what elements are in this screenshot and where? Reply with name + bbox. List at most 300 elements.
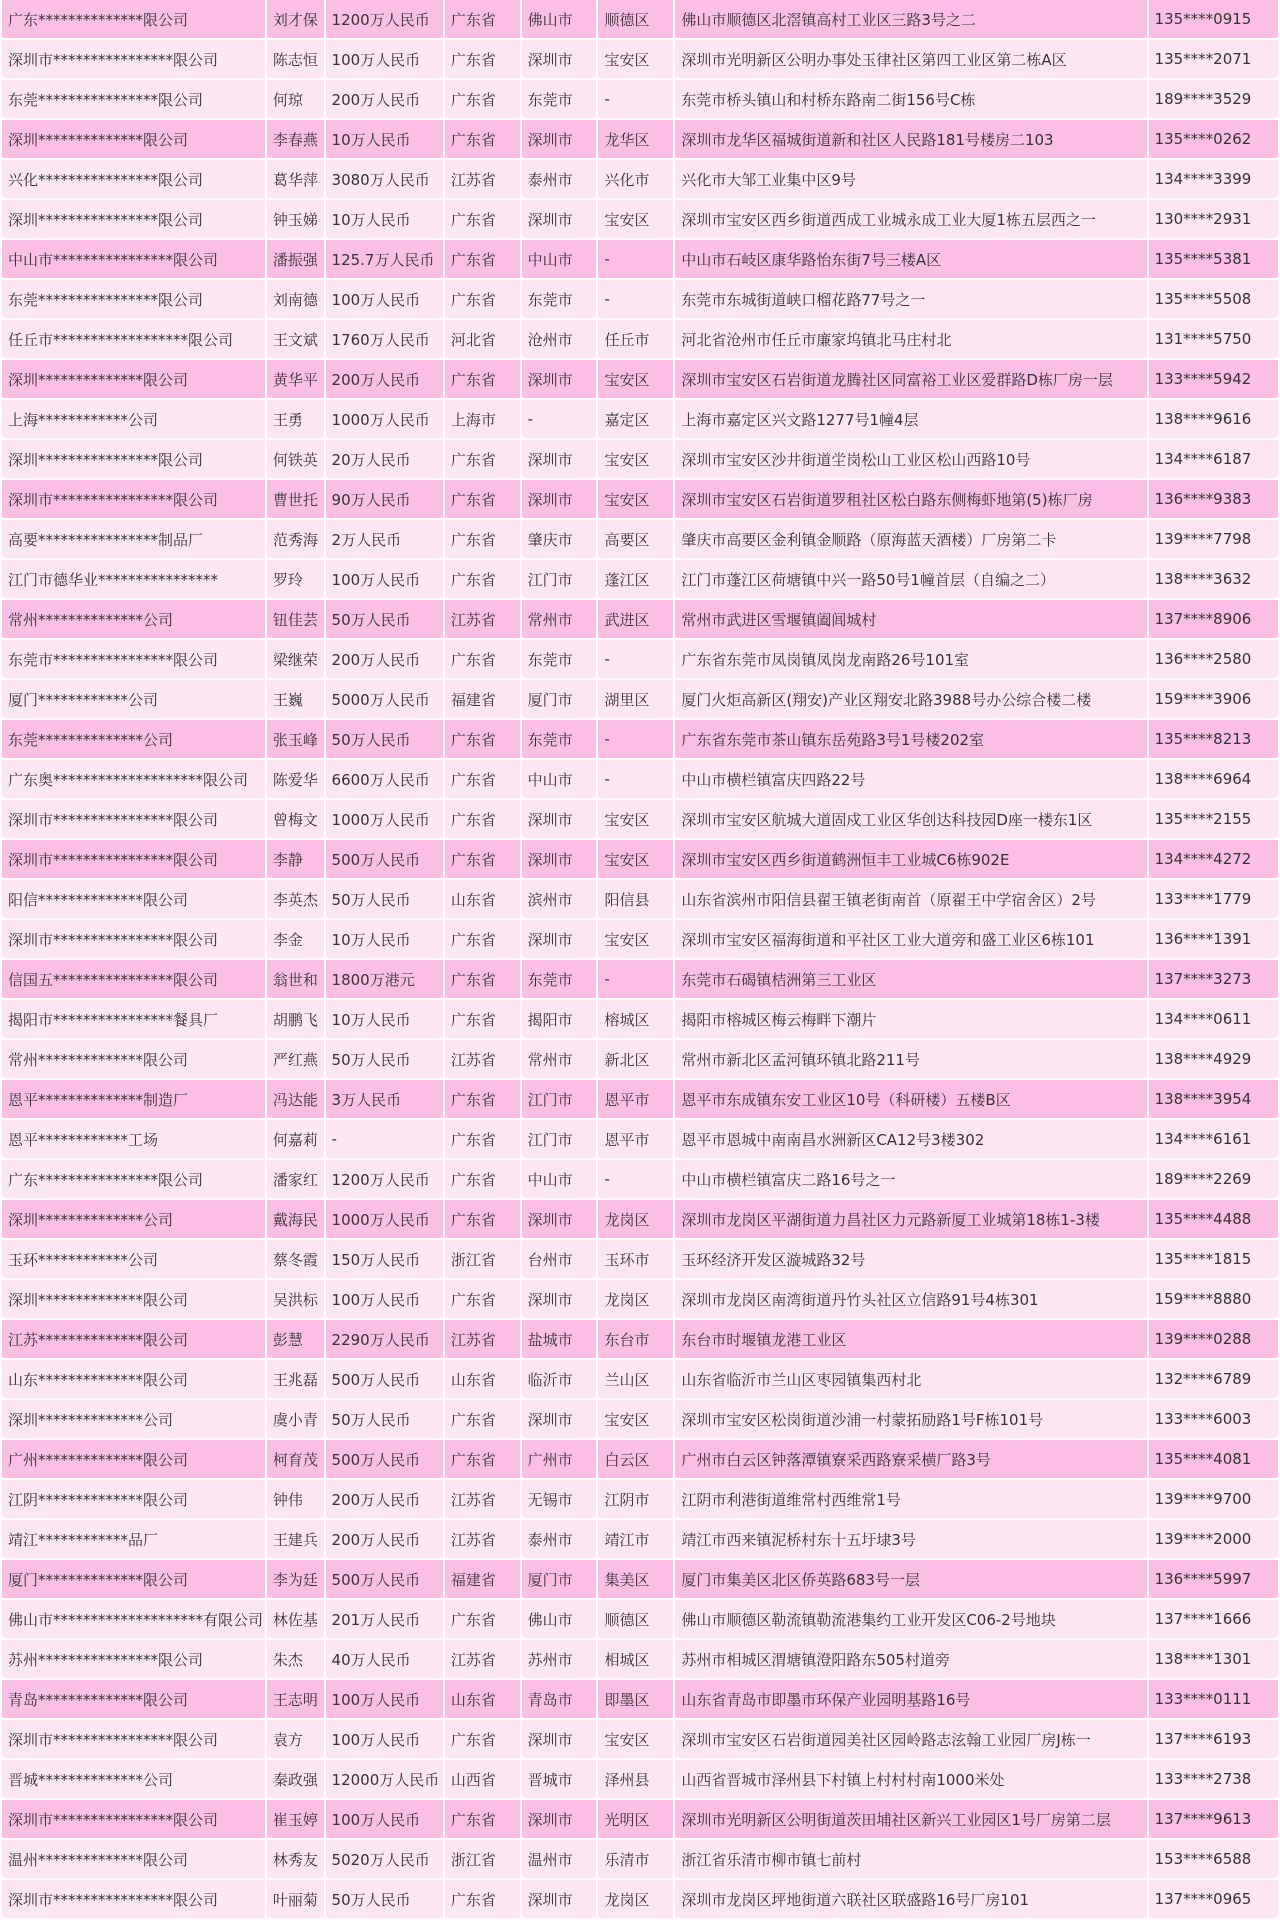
province-cell: 广东省	[445, 1720, 520, 1760]
company-name-cell: 广州**************限公司	[2, 1440, 265, 1480]
city-cell: 东莞市	[522, 80, 597, 120]
province-cell: 广东省	[445, 1280, 520, 1320]
city-cell: 深圳市	[522, 480, 597, 520]
district-cell: 湖里区	[598, 680, 673, 720]
district-cell: 即墨区	[598, 1680, 673, 1720]
city-cell: 深圳市	[522, 1200, 597, 1240]
district-cell: 任丘市	[598, 320, 673, 360]
city-cell: 厦门市	[522, 680, 597, 720]
contact-person-cell: 葛华萍	[267, 160, 324, 200]
contact-person-cell: 崔玉婷	[267, 1800, 324, 1840]
province-cell: 江苏省	[445, 160, 520, 200]
city-cell: 江门市	[522, 1080, 597, 1120]
province-cell: 山西省	[445, 1760, 520, 1800]
district-cell: 宝安区	[598, 440, 673, 480]
contact-person-cell: 钟玉娣	[267, 200, 324, 240]
phone-cell: 134****0611	[1149, 1000, 1278, 1040]
registered-capital-cell: 12000万人民币	[326, 1760, 443, 1800]
address-cell: 深圳市宝安区西乡街道西成工业城永成工业大厦1栋五层西之一	[675, 200, 1146, 240]
contact-person-cell: 李春燕	[267, 120, 324, 160]
company-name-cell: 常州**************公司	[2, 600, 265, 640]
phone-cell: 138****3632	[1149, 560, 1278, 600]
contact-person-cell: 王兆磊	[267, 1360, 324, 1400]
address-cell: 常州市新北区孟河镇环镇北路211号	[675, 1040, 1146, 1080]
province-cell: 山东省	[445, 880, 520, 920]
phone-cell: 133****6003	[1149, 1400, 1278, 1440]
registered-capital-cell: 3080万人民币	[326, 160, 443, 200]
company-name-cell: 中山市****************限公司	[2, 240, 265, 280]
district-cell: -	[598, 960, 673, 1000]
company-name-cell: 苏州****************限公司	[2, 1640, 265, 1680]
address-cell: 恩平市恩城中南南昌水洲新区CA12号3楼302	[675, 1120, 1146, 1160]
city-cell: 晋城市	[522, 1760, 597, 1800]
table-row	[2, 1000, 1278, 1040]
address-cell: 山西省晋城市泽州县下村镇上村村村南1000米处	[675, 1760, 1146, 1800]
contact-person-cell: 翁世和	[267, 960, 324, 1000]
city-cell: 温州市	[522, 1840, 597, 1880]
registered-capital-cell: 200万人民币	[326, 1520, 443, 1560]
registered-capital-cell: 3万人民币	[326, 1080, 443, 1120]
table-row	[2, 1280, 1278, 1320]
province-cell: 广东省	[445, 720, 520, 760]
table-row	[2, 1720, 1278, 1760]
district-cell: 宝安区	[598, 360, 673, 400]
address-cell: 东莞市东城街道峡口榴花路77号之一	[675, 280, 1146, 320]
company-name-cell: 东莞****************限公司	[2, 280, 265, 320]
province-cell: 广东省	[445, 480, 520, 520]
registered-capital-cell: 50万人民币	[326, 880, 443, 920]
phone-cell: 153****6588	[1149, 1840, 1278, 1880]
registered-capital-cell: 201万人民币	[326, 1600, 443, 1640]
company-name-cell: 高要****************制品厂	[2, 520, 265, 560]
phone-cell: 136****9383	[1149, 480, 1278, 520]
table-row	[2, 1240, 1278, 1280]
address-cell: 肇庆市高要区金利镇金顺路（原海蓝天酒楼）厂房第二卡	[675, 520, 1146, 560]
province-cell: 江苏省	[445, 1040, 520, 1080]
address-cell: 深圳市宝安区石岩街道罗租社区松白路东侧梅虾地第(5)栋厂房	[675, 480, 1146, 520]
registered-capital-cell: 1200万人民币	[326, 0, 443, 40]
company-name-cell: 深圳**************限公司	[2, 360, 265, 400]
city-cell: 东莞市	[522, 960, 597, 1000]
district-cell: 蓬江区	[598, 560, 673, 600]
city-cell: 沧州市	[522, 320, 597, 360]
registered-capital-cell: 5000万人民币	[326, 680, 443, 720]
address-cell: 河北省沧州市任丘市廉家坞镇北马庄村北	[675, 320, 1146, 360]
table-row	[2, 1320, 1278, 1360]
address-cell: 厦门市集美区北区侨英路683号一层	[675, 1560, 1146, 1600]
table-row	[2, 120, 1278, 160]
company-name-cell: 深圳**************限公司	[2, 120, 265, 160]
province-cell: 广东省	[445, 800, 520, 840]
phone-cell: 133****2738	[1149, 1760, 1278, 1800]
phone-cell: 159****8880	[1149, 1280, 1278, 1320]
city-cell: 东莞市	[522, 280, 597, 320]
company-name-cell: 深圳****************限公司	[2, 200, 265, 240]
table-row	[2, 280, 1278, 320]
province-cell: 浙江省	[445, 1840, 520, 1880]
city-cell: 滨州市	[522, 880, 597, 920]
phone-cell: 135****0915	[1149, 0, 1278, 40]
contact-person-cell: 刘南德	[267, 280, 324, 320]
phone-cell: 136****5997	[1149, 1560, 1278, 1600]
table-row	[2, 160, 1278, 200]
province-cell: 广东省	[445, 1000, 520, 1040]
table-row	[2, 1440, 1278, 1480]
registered-capital-cell: 1800万港元	[326, 960, 443, 1000]
contact-person-cell: 张玉峰	[267, 720, 324, 760]
company-name-cell: 恩平************工场	[2, 1120, 265, 1160]
registered-capital-cell: 200万人民币	[326, 640, 443, 680]
province-cell: 广东省	[445, 640, 520, 680]
phone-cell: 135****0262	[1149, 120, 1278, 160]
city-cell: -	[522, 400, 597, 440]
contact-person-cell: 钟伟	[267, 1480, 324, 1520]
registered-capital-cell: 90万人民币	[326, 480, 443, 520]
registered-capital-cell: 1000万人民币	[326, 400, 443, 440]
city-cell: 江门市	[522, 560, 597, 600]
contact-person-cell: 林佐基	[267, 1600, 324, 1640]
city-cell: 深圳市	[522, 360, 597, 400]
district-cell: 恩平市	[598, 1120, 673, 1160]
table-row	[2, 40, 1278, 80]
district-cell: 靖江市	[598, 1520, 673, 1560]
registered-capital-cell: 10万人民币	[326, 920, 443, 960]
district-cell: 高要区	[598, 520, 673, 560]
address-cell: 佛山市顺德区北滘镇高村工业区三路3号之二	[675, 0, 1146, 40]
table-row	[2, 680, 1278, 720]
phone-cell: 135****1815	[1149, 1240, 1278, 1280]
city-cell: 青岛市	[522, 1680, 597, 1720]
province-cell: 江苏省	[445, 1640, 520, 1680]
company-name-cell: 深圳市****************限公司	[2, 1720, 265, 1760]
address-cell: 深圳市宝安区航城大道固戍工业区华创达科技园D座一楼东1区	[675, 800, 1146, 840]
contact-person-cell: 陈爱华	[267, 760, 324, 800]
contact-person-cell: 秦政强	[267, 1760, 324, 1800]
address-cell: 深圳市宝安区松岗街道沙浦一村蒙拓励路1号F栋101号	[675, 1400, 1146, 1440]
province-cell: 河北省	[445, 320, 520, 360]
address-cell: 山东省滨州市阳信县翟王镇老街南首（原翟王中学宿舍区）2号	[675, 880, 1146, 920]
registered-capital-cell: 50万人民币	[326, 720, 443, 760]
registered-capital-cell: 500万人民币	[326, 1360, 443, 1400]
registered-capital-cell: 10万人民币	[326, 120, 443, 160]
company-name-cell: 晋城**************公司	[2, 1760, 265, 1800]
contact-person-cell: 刘才保	[267, 0, 324, 40]
province-cell: 福建省	[445, 680, 520, 720]
company-name-cell: 厦门**************限公司	[2, 1560, 265, 1600]
registered-capital-cell: 100万人民币	[326, 560, 443, 600]
city-cell: 深圳市	[522, 440, 597, 480]
city-cell: 深圳市	[522, 920, 597, 960]
company-name-cell: 佛山市********************有限公司	[2, 1600, 265, 1640]
district-cell: -	[598, 80, 673, 120]
address-cell: 苏州市相城区渭塘镇澄阳路东505村道旁	[675, 1640, 1146, 1680]
registered-capital-cell: 100万人民币	[326, 1800, 443, 1840]
phone-cell: 189****2269	[1149, 1160, 1278, 1200]
table-row	[2, 800, 1278, 840]
table-row	[2, 1800, 1278, 1840]
district-cell: -	[598, 280, 673, 320]
address-cell: 山东省临沂市兰山区枣园镇集西村北	[675, 1360, 1146, 1400]
registered-capital-cell: 6600万人民币	[326, 760, 443, 800]
company-name-cell: 青岛**************限公司	[2, 1680, 265, 1720]
city-cell: 泰州市	[522, 1520, 597, 1560]
company-name-cell: 广东奥********************限公司	[2, 760, 265, 800]
table-row	[2, 480, 1278, 520]
city-cell: 苏州市	[522, 1640, 597, 1680]
address-cell: 深圳市龙华区福城街道新和社区人民路181号楼房二103	[675, 120, 1146, 160]
table-row	[2, 600, 1278, 640]
city-cell: 厦门市	[522, 1560, 597, 1600]
company-name-cell: 江阴**************限公司	[2, 1480, 265, 1520]
table-row	[2, 1640, 1278, 1680]
address-cell: 广州市白云区钟落潭镇寮采西路寮采横厂路3号	[675, 1440, 1146, 1480]
city-cell: 中山市	[522, 760, 597, 800]
phone-cell: 159****3906	[1149, 680, 1278, 720]
company-name-cell: 深圳**************公司	[2, 1400, 265, 1440]
company-name-cell: 深圳市****************限公司	[2, 40, 265, 80]
registered-capital-cell: 50万人民币	[326, 1040, 443, 1080]
registered-capital-cell: 500万人民币	[326, 1440, 443, 1480]
table-row	[2, 0, 1278, 40]
address-cell: 中山市横栏镇富庆二路16号之一	[675, 1160, 1146, 1200]
city-cell: 深圳市	[522, 1280, 597, 1320]
phone-cell: 135****4488	[1149, 1200, 1278, 1240]
address-cell: 东台市时堰镇龙港工业区	[675, 1320, 1146, 1360]
registered-capital-cell: 50万人民币	[326, 1880, 443, 1920]
table-row	[2, 1200, 1278, 1240]
district-cell: -	[598, 640, 673, 680]
company-name-cell: 江苏**************限公司	[2, 1320, 265, 1360]
district-cell: 嘉定区	[598, 400, 673, 440]
table-row	[2, 1520, 1278, 1560]
registered-capital-cell: 125.7万人民币	[326, 240, 443, 280]
company-name-cell: 厦门************公司	[2, 680, 265, 720]
province-cell: 广东省	[445, 1800, 520, 1840]
table-row	[2, 1360, 1278, 1400]
contact-person-cell: 何嘉莉	[267, 1120, 324, 1160]
province-cell: 江苏省	[445, 600, 520, 640]
contact-person-cell: 李为廷	[267, 1560, 324, 1600]
address-cell: 揭阳市榕城区梅云梅畔下潮片	[675, 1000, 1146, 1040]
district-cell: 宝安区	[598, 1720, 673, 1760]
table-row	[2, 80, 1278, 120]
registered-capital-cell: 100万人民币	[326, 1680, 443, 1720]
contact-person-cell: 曾梅文	[267, 800, 324, 840]
company-name-cell: 阳信**************限公司	[2, 880, 265, 920]
registered-capital-cell: 50万人民币	[326, 600, 443, 640]
city-cell: 台州市	[522, 1240, 597, 1280]
contact-person-cell: 吴洪标	[267, 1280, 324, 1320]
city-cell: 东莞市	[522, 720, 597, 760]
address-cell: 深圳市光明新区公明办事处玉律社区第四工业区第二栋A区	[675, 40, 1146, 80]
phone-cell: 135****2071	[1149, 40, 1278, 80]
city-cell: 深圳市	[522, 1720, 597, 1760]
table-row	[2, 440, 1278, 480]
registered-capital-cell: 100万人民币	[326, 1720, 443, 1760]
address-cell: 深圳市宝安区石岩街道园美社区园岭路志泫翰工业园厂房J栋一	[675, 1720, 1146, 1760]
district-cell: 江阴市	[598, 1480, 673, 1520]
contact-person-cell: 彭慧	[267, 1320, 324, 1360]
district-cell: 阳信县	[598, 880, 673, 920]
registered-capital-cell: 100万人民币	[326, 40, 443, 80]
phone-cell: 136****2580	[1149, 640, 1278, 680]
company-name-cell: 广东****************限公司	[2, 1160, 265, 1200]
table-row	[2, 560, 1278, 600]
phone-cell: 135****8213	[1149, 720, 1278, 760]
address-cell: 兴化市大邹工业集中区9号	[675, 160, 1146, 200]
phone-cell: 137****0965	[1149, 1880, 1278, 1920]
district-cell: 相城区	[598, 1640, 673, 1680]
phone-cell: 133****0111	[1149, 1680, 1278, 1720]
phone-cell: 139****7798	[1149, 520, 1278, 560]
contact-person-cell: 范秀海	[267, 520, 324, 560]
phone-cell: 135****2155	[1149, 800, 1278, 840]
city-cell: 深圳市	[522, 1800, 597, 1840]
contact-person-cell: 蔡冬霞	[267, 1240, 324, 1280]
registered-capital-cell: 2290万人民币	[326, 1320, 443, 1360]
contact-person-cell: 何铁英	[267, 440, 324, 480]
phone-cell: 137****3273	[1149, 960, 1278, 1000]
company-name-cell: 恩平**************制造厂	[2, 1080, 265, 1120]
registered-capital-cell: 500万人民币	[326, 840, 443, 880]
district-cell: 兰山区	[598, 1360, 673, 1400]
contact-person-cell: 李英杰	[267, 880, 324, 920]
table-row	[2, 1760, 1278, 1800]
province-cell: 广东省	[445, 840, 520, 880]
table-row	[2, 1560, 1278, 1600]
contact-person-cell: 潘振强	[267, 240, 324, 280]
table-row	[2, 1840, 1278, 1880]
address-cell: 浙江省乐清市柳市镇七前村	[675, 1840, 1146, 1880]
phone-cell: 134****4272	[1149, 840, 1278, 880]
address-cell: 深圳市宝安区石岩街道龙腾社区同富裕工业区爱群路D栋厂房一层	[675, 360, 1146, 400]
table-row	[2, 760, 1278, 800]
contact-person-cell: 严红燕	[267, 1040, 324, 1080]
district-cell: 光明区	[598, 1800, 673, 1840]
contact-person-cell: 黄华平	[267, 360, 324, 400]
address-cell: 靖江市西来镇泥桥村东十五圩埭3号	[675, 1520, 1146, 1560]
district-cell: 龙岗区	[598, 1880, 673, 1920]
province-cell: 上海市	[445, 400, 520, 440]
district-cell: 顺德区	[598, 1600, 673, 1640]
phone-cell: 138****4929	[1149, 1040, 1278, 1080]
company-name-cell: 山东**************限公司	[2, 1360, 265, 1400]
phone-cell: 133****5942	[1149, 360, 1278, 400]
district-cell: 恩平市	[598, 1080, 673, 1120]
phone-cell: 137****9613	[1149, 1800, 1278, 1840]
city-cell: 深圳市	[522, 800, 597, 840]
district-cell: 泽州县	[598, 1760, 673, 1800]
province-cell: 广东省	[445, 920, 520, 960]
contact-person-cell: 林秀友	[267, 1840, 324, 1880]
company-name-cell: 江门市德华业****************	[2, 560, 265, 600]
phone-cell: 135****5381	[1149, 240, 1278, 280]
province-cell: 山东省	[445, 1680, 520, 1720]
province-cell: 广东省	[445, 280, 520, 320]
company-name-cell: 常州**************限公司	[2, 1040, 265, 1080]
contact-person-cell: 钮佳芸	[267, 600, 324, 640]
company-name-cell: 深圳市****************限公司	[2, 840, 265, 880]
phone-cell: 189****3529	[1149, 80, 1278, 120]
province-cell: 江苏省	[445, 1480, 520, 1520]
district-cell: -	[598, 240, 673, 280]
district-cell: 宝安区	[598, 800, 673, 840]
table-row	[2, 1880, 1278, 1920]
address-cell: 深圳市光明新区公明街道茨田埔社区新兴工业园区1号厂房第二层	[675, 1800, 1146, 1840]
company-name-cell: 玉环************公司	[2, 1240, 265, 1280]
registered-capital-cell: 40万人民币	[326, 1640, 443, 1680]
company-name-cell: 深圳**************限公司	[2, 1280, 265, 1320]
company-name-cell: 东莞**************公司	[2, 720, 265, 760]
city-cell: 常州市	[522, 600, 597, 640]
address-cell: 深圳市龙岗区平湖街道力昌社区力元路新厦工业城第18栋1-3楼	[675, 1200, 1146, 1240]
city-cell: 无锡市	[522, 1480, 597, 1520]
province-cell: 广东省	[445, 520, 520, 560]
district-cell: -	[598, 760, 673, 800]
registered-capital-cell: 1000万人民币	[326, 800, 443, 840]
province-cell: 江苏省	[445, 1320, 520, 1360]
city-cell: 中山市	[522, 1160, 597, 1200]
company-name-cell: 上海************公司	[2, 400, 265, 440]
city-cell: 肇庆市	[522, 520, 597, 560]
address-cell: 江阴市利港街道维常村西维常1号	[675, 1480, 1146, 1520]
contact-person-cell: 冯达能	[267, 1080, 324, 1120]
contact-person-cell: 虞小青	[267, 1400, 324, 1440]
registered-capital-cell: 50万人民币	[326, 1400, 443, 1440]
address-cell: 深圳市龙岗区坪地街道六联社区联盛路16号厂房101	[675, 1880, 1146, 1920]
province-cell: 广东省	[445, 360, 520, 400]
phone-cell: 136****1391	[1149, 920, 1278, 960]
contact-person-cell: 梁继荣	[267, 640, 324, 680]
province-cell: 广东省	[445, 1120, 520, 1160]
phone-cell: 134****3399	[1149, 160, 1278, 200]
contact-person-cell: 胡鹏飞	[267, 1000, 324, 1040]
city-cell: 深圳市	[522, 40, 597, 80]
province-cell: 广东省	[445, 200, 520, 240]
district-cell: 宝安区	[598, 200, 673, 240]
table-row	[2, 1160, 1278, 1200]
phone-cell: 137****8906	[1149, 600, 1278, 640]
district-cell: 宝安区	[598, 40, 673, 80]
phone-cell: 134****6161	[1149, 1120, 1278, 1160]
company-name-cell: 深圳市****************限公司	[2, 480, 265, 520]
address-cell: 恩平市东成镇东安工业区10号（科研楼）五楼B区	[675, 1080, 1146, 1120]
company-name-cell: 信国五****************限公司	[2, 960, 265, 1000]
registered-capital-cell: 1200万人民币	[326, 1160, 443, 1200]
company-name-cell: 任丘市******************限公司	[2, 320, 265, 360]
contact-person-cell: 曹世托	[267, 480, 324, 520]
province-cell: 广东省	[445, 1080, 520, 1120]
contact-person-cell: 柯育茂	[267, 1440, 324, 1480]
table-row	[2, 960, 1278, 1000]
table-row	[2, 1040, 1278, 1080]
company-name-cell: 东莞市****************限公司	[2, 640, 265, 680]
registered-capital-cell: 200万人民币	[326, 80, 443, 120]
table-row	[2, 1480, 1278, 1520]
registered-capital-cell: 150万人民币	[326, 1240, 443, 1280]
city-cell: 深圳市	[522, 120, 597, 160]
address-cell: 山东省青岛市即墨市环保产业园明基路16号	[675, 1680, 1146, 1720]
province-cell: 山东省	[445, 1360, 520, 1400]
province-cell: 广东省	[445, 1600, 520, 1640]
phone-cell: 138****3954	[1149, 1080, 1278, 1120]
phone-cell: 139****2000	[1149, 1520, 1278, 1560]
contact-person-cell: 潘家红	[267, 1160, 324, 1200]
company-name-cell: 东莞****************限公司	[2, 80, 265, 120]
company-name-cell: 广东**************限公司	[2, 0, 265, 40]
province-cell: 广东省	[445, 1880, 520, 1920]
contact-person-cell: 王志明	[267, 1680, 324, 1720]
